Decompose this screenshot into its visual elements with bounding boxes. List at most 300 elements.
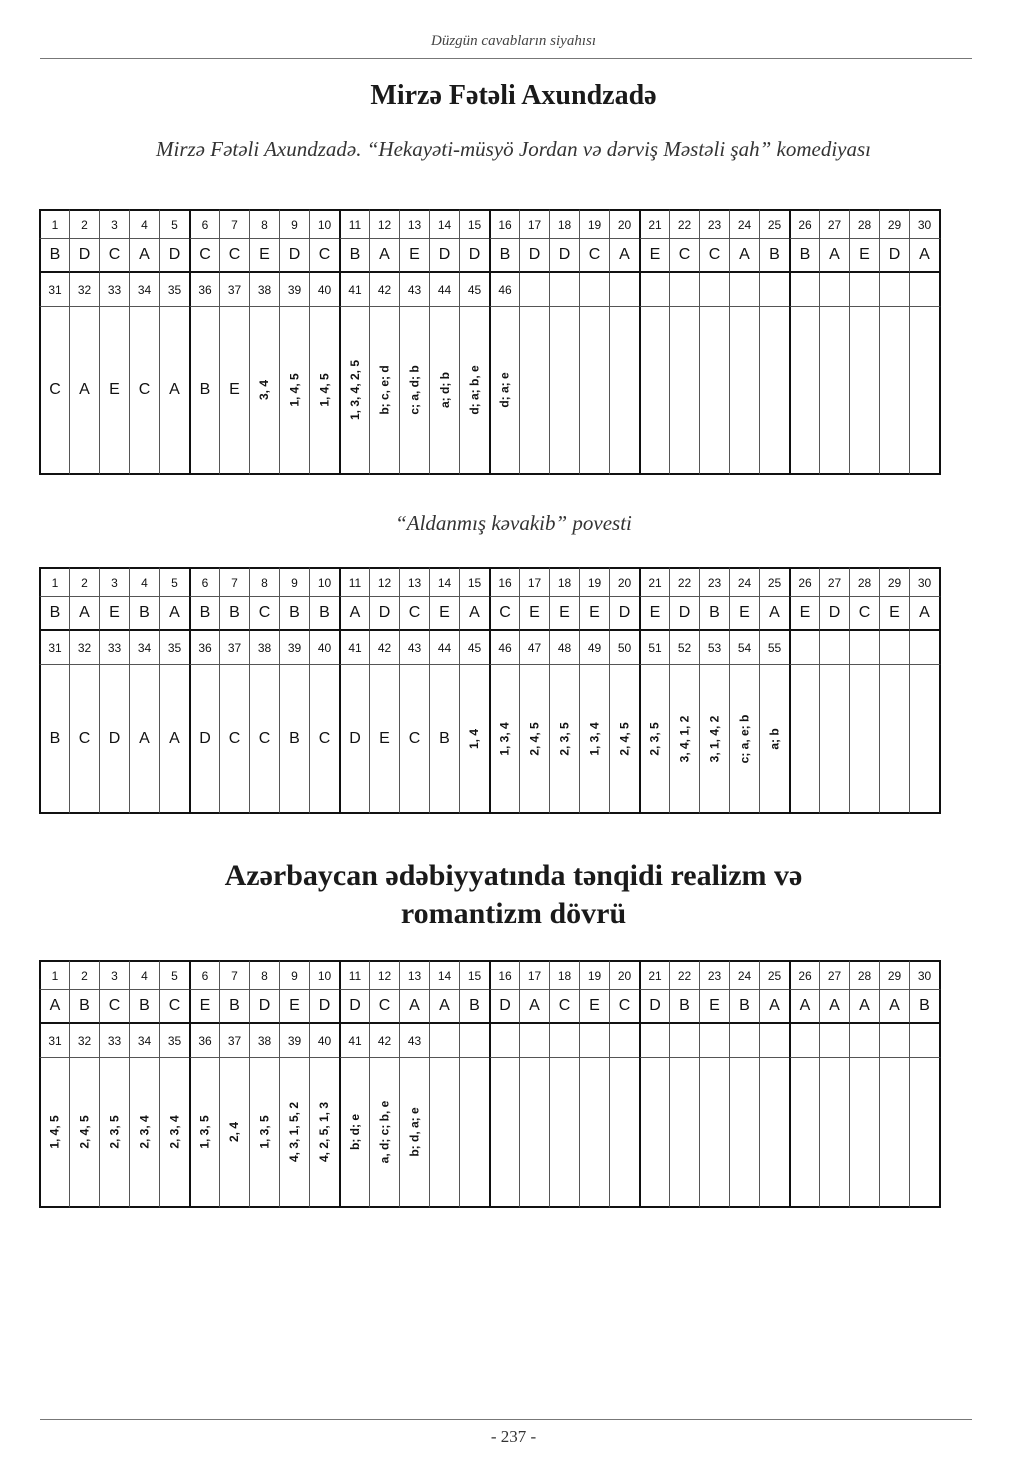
- question-number: 32: [69, 1024, 99, 1058]
- question-number: 17: [519, 567, 549, 597]
- answer-cell: A: [609, 239, 639, 273]
- answer-cell: B: [39, 597, 69, 631]
- question-number: [609, 273, 639, 307]
- question-number: 37: [219, 273, 249, 307]
- question-number: 41: [339, 631, 369, 665]
- question-number: [489, 1024, 519, 1058]
- answer-cell: C: [849, 597, 879, 631]
- answer-cell: D: [159, 239, 189, 273]
- question-number: 14: [429, 960, 459, 990]
- answer-cell: B: [189, 597, 219, 631]
- answer-cell: [39, 1058, 69, 1208]
- answer-text: D: [199, 729, 211, 747]
- question-number: 26: [789, 960, 819, 990]
- table-row: [39, 990, 941, 1024]
- answer-cell: D: [459, 239, 489, 273]
- question-number: [639, 273, 669, 307]
- question-number: 27: [819, 567, 849, 597]
- question-number: 53: [699, 631, 729, 665]
- answer-text: b; d, a; e: [407, 1107, 422, 1157]
- question-number: 8: [249, 960, 279, 990]
- answer-cell: [699, 1058, 729, 1208]
- question-number: [459, 1024, 489, 1058]
- answer-cell: [429, 665, 459, 814]
- answer-cell: [879, 307, 909, 475]
- answer-cell: [909, 665, 941, 814]
- question-number: 14: [429, 209, 459, 239]
- question-number: 11: [339, 960, 369, 990]
- question-number: 39: [279, 273, 309, 307]
- answer-cell: D: [669, 597, 699, 631]
- answer-cell: A: [789, 990, 819, 1024]
- question-number: 34: [129, 273, 159, 307]
- question-number: 50: [609, 631, 639, 665]
- answer-cell: [129, 1058, 159, 1208]
- answer-cell: D: [639, 990, 669, 1024]
- question-number: 35: [159, 1024, 189, 1058]
- answer-cell: E: [849, 239, 879, 273]
- answer-cell: [759, 665, 789, 814]
- question-number: [789, 1024, 819, 1058]
- question-number: 16: [489, 960, 519, 990]
- question-number: [759, 1024, 789, 1058]
- question-number: 12: [369, 567, 399, 597]
- question-number: 9: [279, 567, 309, 597]
- answer-cell: C: [219, 239, 249, 273]
- answer-cell: B: [699, 597, 729, 631]
- answer-cell: [519, 1058, 549, 1208]
- answer-cell: [699, 665, 729, 814]
- answer-cell: C: [249, 597, 279, 631]
- answer-text: 2, 4, 5: [77, 1115, 92, 1149]
- answer-cell: [729, 307, 759, 475]
- question-number: 40: [309, 1024, 339, 1058]
- answer-cell: [609, 307, 639, 475]
- question-number: [429, 1024, 459, 1058]
- table-row: [39, 597, 941, 631]
- answer-text: 1, 4, 5: [48, 1115, 63, 1149]
- answer-cell: [549, 307, 579, 475]
- question-number: 40: [309, 273, 339, 307]
- answer-cell: [459, 1058, 489, 1208]
- answer-cell: A: [129, 239, 159, 273]
- question-number: 11: [339, 209, 369, 239]
- question-number: 30: [909, 567, 941, 597]
- answer-cell: [399, 665, 429, 814]
- answer-cell: E: [519, 597, 549, 631]
- question-number: [699, 273, 729, 307]
- question-number: 44: [429, 631, 459, 665]
- question-number: [639, 1024, 669, 1058]
- question-number: 39: [279, 631, 309, 665]
- question-number: 35: [159, 273, 189, 307]
- answer-cell: B: [909, 990, 941, 1024]
- question-number: 22: [669, 960, 699, 990]
- page-number: - 237 -: [490, 1427, 537, 1446]
- answer-cell: A: [729, 239, 759, 273]
- answer-text: 2, 4, 5: [617, 721, 632, 756]
- answer-cell: C: [549, 990, 579, 1024]
- question-number: 31: [39, 631, 69, 665]
- section-title-realizm-line1: Azərbaycan ədəbiyyatında tənqidi realizm və: [224, 859, 803, 892]
- answer-cell: D: [429, 239, 459, 273]
- answer-cell: [789, 665, 819, 814]
- question-number: 1: [39, 960, 69, 990]
- answer-text: 1, 4, 5: [317, 373, 332, 407]
- question-number: 18: [549, 960, 579, 990]
- question-number: 42: [369, 631, 399, 665]
- answer-cell: A: [69, 597, 99, 631]
- answer-text: C: [318, 729, 331, 747]
- answer-cell: [549, 1058, 579, 1208]
- answer-cell: A: [519, 990, 549, 1024]
- answer-cell: [219, 307, 249, 475]
- question-number: 15: [459, 960, 489, 990]
- question-number: 2: [69, 209, 99, 239]
- answer-cell: A: [429, 990, 459, 1024]
- question-number: 47: [519, 631, 549, 665]
- question-number: 38: [249, 273, 279, 307]
- answer-cell: [129, 307, 159, 475]
- question-number: [909, 273, 941, 307]
- question-number: 30: [909, 960, 941, 990]
- section-title-axundzade: Mirzə Fətəli Axundzadə: [370, 80, 657, 111]
- table-row: [39, 209, 941, 239]
- question-number: 13: [399, 960, 429, 990]
- question-number: 13: [399, 567, 429, 597]
- answer-cell: A: [399, 990, 429, 1024]
- question-number: 4: [129, 209, 159, 239]
- answer-text: 1, 3, 5: [198, 1115, 213, 1149]
- answer-cell: A: [369, 239, 399, 273]
- answer-text: d; a; b, e: [467, 365, 482, 415]
- table-row: [39, 631, 941, 665]
- answer-cell: D: [279, 239, 309, 273]
- answer-cell: [819, 307, 849, 475]
- answer-cell: D: [519, 239, 549, 273]
- question-number: 39: [279, 1024, 309, 1058]
- question-number: 19: [579, 960, 609, 990]
- question-number: 5: [159, 567, 189, 597]
- answer-cell: [369, 665, 399, 814]
- question-number: 43: [399, 273, 429, 307]
- question-number: 22: [669, 567, 699, 597]
- question-number: [729, 1024, 759, 1058]
- answer-text: E: [109, 381, 120, 398]
- answer-cell: A: [909, 239, 941, 273]
- question-number: 3: [99, 960, 129, 990]
- question-number: 29: [879, 960, 909, 990]
- answer-cell: D: [69, 239, 99, 273]
- question-number: [819, 273, 849, 307]
- answer-text: C: [138, 381, 151, 398]
- answer-cell: E: [549, 597, 579, 631]
- answer-text: b; d; e: [348, 1114, 362, 1150]
- answer-cell: [309, 665, 339, 814]
- answer-cell: [579, 1058, 609, 1208]
- answer-cell: E: [789, 597, 819, 631]
- answer-text: 2, 3, 4: [167, 1115, 182, 1149]
- answer-cell: A: [879, 990, 909, 1024]
- answer-cell: C: [609, 990, 639, 1024]
- answer-cell: [39, 665, 69, 814]
- question-number: [789, 273, 819, 307]
- answer-text: 2, 3, 5: [107, 1115, 122, 1149]
- question-number: [699, 1024, 729, 1058]
- answer-cell: D: [249, 990, 279, 1024]
- question-number: 24: [729, 209, 759, 239]
- question-number: 43: [399, 631, 429, 665]
- answer-cell: [309, 1058, 339, 1208]
- question-number: 29: [879, 567, 909, 597]
- question-number: 21: [639, 209, 669, 239]
- question-number: 38: [249, 1024, 279, 1058]
- question-number: 54: [729, 631, 759, 665]
- question-number: 1: [39, 567, 69, 597]
- question-number: 26: [789, 567, 819, 597]
- answer-cell: [849, 665, 879, 814]
- question-number: [579, 1024, 609, 1058]
- answer-cell: B: [759, 239, 789, 273]
- answer-cell: D: [369, 597, 399, 631]
- question-number: 17: [519, 960, 549, 990]
- question-number: [909, 631, 941, 665]
- answer-cell: [39, 307, 69, 475]
- question-number: 18: [549, 209, 579, 239]
- answer-cell: [99, 307, 129, 475]
- answer-cell: A: [159, 597, 189, 631]
- answer-cell: [819, 1058, 849, 1208]
- question-number: 10: [309, 209, 339, 239]
- answer-cell: [99, 1058, 129, 1208]
- table-row: [39, 273, 941, 307]
- answer-cell: [579, 665, 609, 814]
- answer-cell: [339, 1058, 369, 1208]
- question-number: 7: [219, 567, 249, 597]
- question-number: 30: [909, 209, 941, 239]
- question-number: 27: [819, 960, 849, 990]
- question-number: 28: [849, 960, 879, 990]
- answer-cell: A: [339, 597, 369, 631]
- question-number: 10: [309, 567, 339, 597]
- answer-cell: [159, 1058, 189, 1208]
- answer-cell: [459, 665, 489, 814]
- question-number: 22: [669, 209, 699, 239]
- answer-cell: [699, 307, 729, 475]
- answer-text: 1, 3, 4: [498, 721, 513, 756]
- question-number: 16: [489, 567, 519, 597]
- question-number: 33: [99, 631, 129, 665]
- question-number: 44: [429, 273, 459, 307]
- answer-cell: D: [879, 239, 909, 273]
- answer-cell: [549, 665, 579, 814]
- question-number: 23: [699, 209, 729, 239]
- question-number: [849, 631, 879, 665]
- question-number: 42: [369, 1024, 399, 1058]
- answer-cell: A: [819, 990, 849, 1024]
- question-number: 55: [759, 631, 789, 665]
- answer-cell: B: [789, 239, 819, 273]
- answer-cell: B: [219, 597, 249, 631]
- answer-cell: A: [39, 990, 69, 1024]
- question-number: 27: [819, 209, 849, 239]
- question-number: [789, 631, 819, 665]
- question-number: [519, 273, 549, 307]
- question-number: 20: [609, 567, 639, 597]
- answer-cell: [369, 307, 399, 475]
- answer-text: A: [139, 729, 150, 747]
- question-number: 15: [459, 209, 489, 239]
- question-number: 52: [669, 631, 699, 665]
- question-number: 17: [519, 209, 549, 239]
- answer-text: E: [379, 729, 390, 747]
- question-number: 11: [339, 567, 369, 597]
- question-number: 37: [219, 1024, 249, 1058]
- answer-cell: [339, 307, 369, 475]
- answer-cell: [219, 1058, 249, 1208]
- answer-cell: D: [819, 597, 849, 631]
- answer-cell: E: [189, 990, 219, 1024]
- answer-cell: [279, 665, 309, 814]
- answer-cell: E: [99, 597, 129, 631]
- question-number: [609, 1024, 639, 1058]
- answer-cell: [159, 665, 189, 814]
- answer-text: 2, 4, 5: [527, 721, 542, 756]
- question-number: 19: [579, 209, 609, 239]
- answer-cell: [279, 307, 309, 475]
- answer-text: a; b: [767, 727, 782, 750]
- answer-cell: B: [69, 990, 99, 1024]
- answer-cell: C: [699, 239, 729, 273]
- answer-text: 2, 3, 5: [557, 721, 572, 756]
- answer-cell: [639, 1058, 669, 1208]
- answer-cell: B: [339, 239, 369, 273]
- answer-cell: A: [849, 990, 879, 1024]
- question-number: [579, 273, 609, 307]
- table-row: [39, 960, 941, 990]
- answer-cell: [489, 307, 519, 475]
- question-number: 33: [99, 1024, 129, 1058]
- answer-cell: A: [909, 597, 941, 631]
- question-number: 3: [99, 209, 129, 239]
- question-number: 21: [639, 567, 669, 597]
- answer-cell: [669, 307, 699, 475]
- answer-text: 2, 4: [227, 1121, 242, 1143]
- question-number: 35: [159, 631, 189, 665]
- question-number: 25: [759, 960, 789, 990]
- answer-cell: [819, 665, 849, 814]
- answer-cell: [369, 1058, 399, 1208]
- answer-cell: B: [279, 597, 309, 631]
- section-title-realizm-line2: romantizm dövrü: [400, 897, 627, 930]
- answer-cell: [429, 1058, 459, 1208]
- answer-cell: C: [309, 239, 339, 273]
- answer-cell: A: [759, 597, 789, 631]
- answer-cell: C: [489, 597, 519, 631]
- question-number: 3: [99, 567, 129, 597]
- answer-cell: [249, 307, 279, 475]
- question-number: 40: [309, 631, 339, 665]
- question-number: 15: [459, 567, 489, 597]
- answer-cell: [849, 1058, 879, 1208]
- answer-cell: A: [819, 239, 849, 273]
- answer-cell: A: [459, 597, 489, 631]
- footer-rule: [40, 1419, 972, 1420]
- answer-cell: [399, 307, 429, 475]
- answer-cell: B: [459, 990, 489, 1024]
- answer-text: C: [258, 729, 271, 747]
- question-number: [669, 1024, 699, 1058]
- question-number: 18: [549, 567, 579, 597]
- question-number: 13: [399, 209, 429, 239]
- question-number: 23: [699, 960, 729, 990]
- question-number: [669, 273, 699, 307]
- answer-cell: [849, 307, 879, 475]
- answer-cell: E: [429, 597, 459, 631]
- question-number: 26: [789, 209, 819, 239]
- question-number: 49: [579, 631, 609, 665]
- question-number: [549, 1024, 579, 1058]
- answer-text: 4, 2, 5, 1, 3: [317, 1101, 332, 1163]
- question-number: 34: [129, 631, 159, 665]
- answer-cell: B: [669, 990, 699, 1024]
- answer-text: c; a, e; b: [737, 714, 752, 763]
- answer-text: c; a, d; b: [407, 365, 422, 415]
- answer-cell: [789, 307, 819, 475]
- answer-cell: [69, 665, 99, 814]
- question-number: [549, 273, 579, 307]
- answer-cell: [579, 307, 609, 475]
- question-number: 48: [549, 631, 579, 665]
- question-number: 25: [759, 567, 789, 597]
- answer-cell: [519, 307, 549, 475]
- question-number: 32: [69, 273, 99, 307]
- question-number: 7: [219, 209, 249, 239]
- answer-cell: B: [129, 990, 159, 1024]
- question-number: 32: [69, 631, 99, 665]
- answer-cell: [129, 665, 159, 814]
- answer-text: C: [78, 729, 91, 747]
- answer-cell: [639, 665, 669, 814]
- answer-cell: [189, 665, 219, 814]
- subtitle-komediya: Mirzə Fətəli Axundzadə. “Hekayəti-müsyö Jordan və dərviş Məstəli şah” komediyası: [156, 137, 871, 161]
- question-number: 45: [459, 273, 489, 307]
- answer-cell: C: [99, 990, 129, 1024]
- question-number: 24: [729, 567, 759, 597]
- answer-text: 2, 3, 5: [648, 721, 663, 756]
- question-number: 7: [219, 960, 249, 990]
- question-number: 19: [579, 567, 609, 597]
- answer-text: C: [408, 729, 421, 747]
- answer-text: d; a; e: [498, 372, 512, 408]
- question-number: 28: [849, 209, 879, 239]
- answer-cell: C: [579, 239, 609, 273]
- answer-cell: [249, 665, 279, 814]
- question-number: 8: [249, 567, 279, 597]
- answer-text: A: [79, 381, 90, 398]
- question-number: 10: [309, 960, 339, 990]
- answer-text: B: [199, 381, 211, 398]
- answer-cell: D: [489, 990, 519, 1024]
- answer-cell: E: [579, 597, 609, 631]
- answer-cell: [909, 1058, 941, 1208]
- question-number: 36: [189, 1024, 219, 1058]
- question-number: 31: [39, 273, 69, 307]
- answer-cell: E: [699, 990, 729, 1024]
- answer-text: C: [49, 381, 61, 398]
- question-number: [879, 631, 909, 665]
- answer-cell: [669, 665, 699, 814]
